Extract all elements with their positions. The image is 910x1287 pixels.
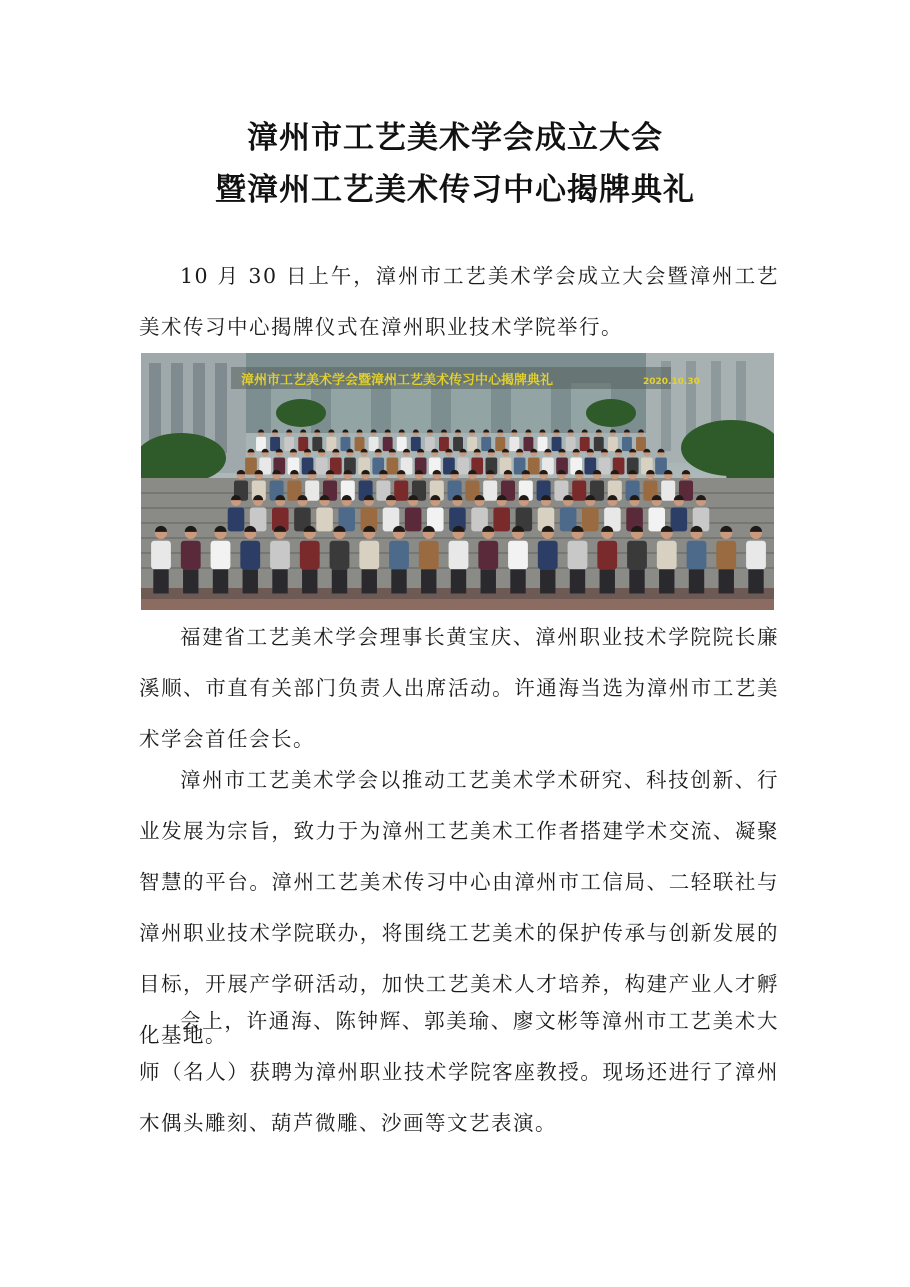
paragraph-appointments: 会上，许通海、陈钟辉、郭美瑜、廖文彬等漳州市工艺美术大师（名人）获聘为漳州职业技术学院客座教授。现场还进行了漳州木偶头雕刻、葫芦微雕、沙画等文艺表演。 (139, 1009, 779, 1135)
paragraph-intro: 10 月 30 日上午，漳州市工艺美术学会成立大会暨漳州工艺美术传习中心揭牌仪式在漳州职业技术学院举行。 (139, 264, 779, 339)
photo-date-text: 2020.10.30 (643, 377, 700, 387)
document-title-line1: 漳州市工艺美术学会成立大会 (247, 120, 663, 156)
photo-banner-text: 漳州市工艺美术学会暨漳州工艺美术传习中心揭牌典礼 (241, 373, 554, 388)
document-title-line2: 暨漳州工艺美术传习中心揭牌典礼 (215, 172, 695, 208)
group-photo (141, 353, 774, 610)
paragraph-purpose: 漳州市工艺美术学会以推动工艺美术学术研究、科技创新、行业发展为宗旨，致力于为漳州工艺美术工作者搭建学术交流、凝聚智慧的平台。漳州工艺美术传习中心由漳州市工信局、二轻联社与漳州职业技术学院联办，将围绕工艺美术的保护传承与创新发展的目标，开展产学研活动，加快工艺美术人才培养，构建产业人才孵化基地。 (139, 768, 779, 1047)
paragraph-attendees: 福建省工艺美术学会理事长黄宝庆、漳州职业技术学院院长廉溪顺、市直有关部门负责人出席活动。许通海当选为漳州市工艺美术学会首任会长。 (139, 625, 779, 751)
